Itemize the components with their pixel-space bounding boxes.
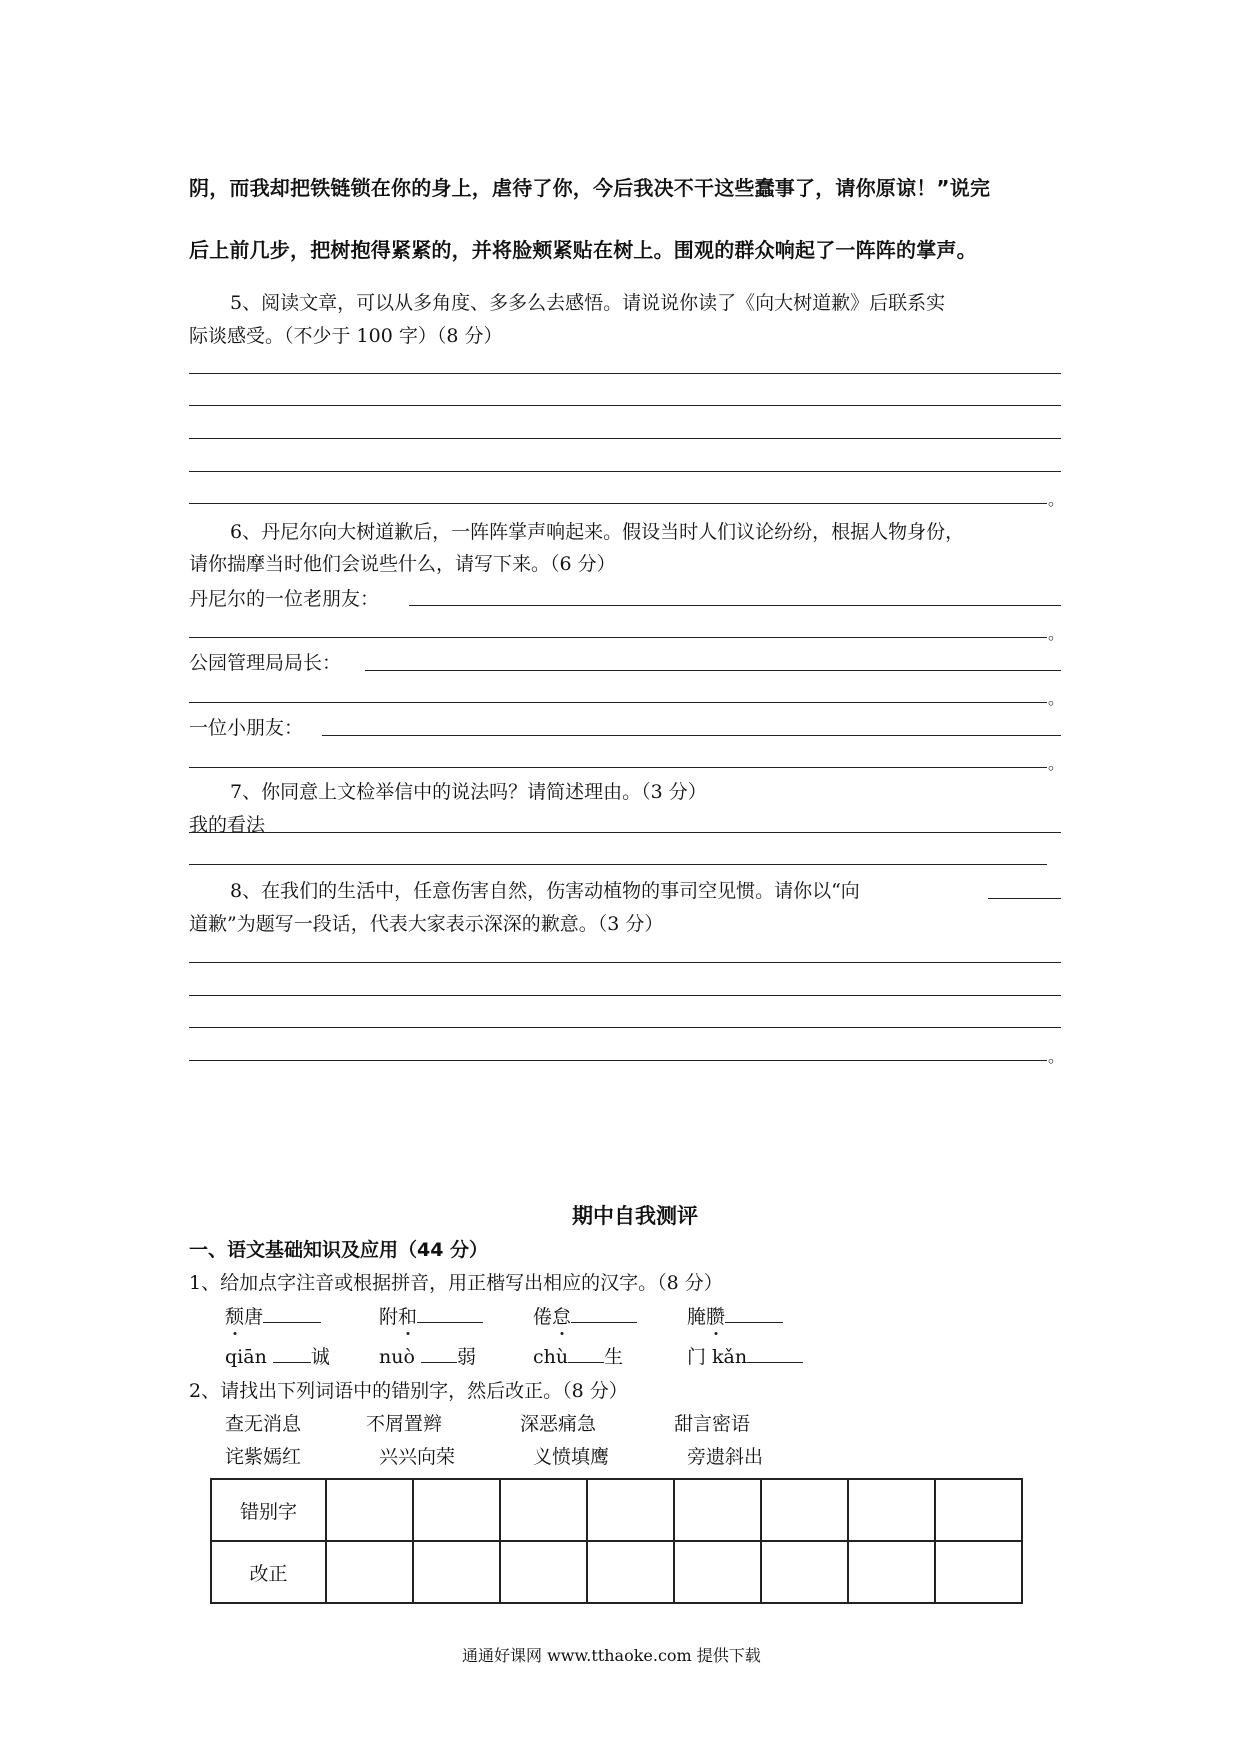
- question-8-line-1: 8、在我们的生活中，任意伤害自然，伤害动植物的事司空见惯。请你以“向: [230, 880, 860, 902]
- answer-line: [189, 864, 1047, 865]
- section-1-heading: 一、语文基础知识及应用（44 分）: [189, 1239, 489, 1261]
- s1-question-2-prompt: 2、请找出下列词语中的错别字，然后改正。（8 分）: [189, 1380, 628, 1402]
- answer-blank: [571, 1304, 637, 1323]
- end-mark: 。: [1048, 624, 1065, 643]
- word-item: 深恶痛急: [520, 1413, 597, 1435]
- word-item: 兴兴向荣: [379, 1446, 456, 1468]
- answer-blank: [725, 1304, 783, 1323]
- word-item-3: 倦怠: [533, 1302, 637, 1329]
- question-8-line-2: 道歉”为题写一段话，代表大家表示深深的歉意。（3 分）: [189, 913, 664, 935]
- my-view-label: 我的看法: [189, 814, 266, 836]
- answer-blank: [273, 1344, 311, 1363]
- answer-line: [189, 702, 1047, 703]
- end-mark: 。: [1048, 689, 1065, 708]
- table-cell[interactable]: [326, 1541, 413, 1603]
- end-mark: 。: [1048, 490, 1065, 509]
- emphasized-char: 怠: [552, 1302, 571, 1329]
- table-cell[interactable]: [761, 1479, 848, 1541]
- row-label-wrong-char: 错别字: [211, 1479, 326, 1541]
- table-cell[interactable]: [674, 1479, 761, 1541]
- pinyin-item-3: chù 生: [533, 1346, 624, 1368]
- answer-line: [189, 962, 1061, 963]
- table-cell[interactable]: [587, 1479, 674, 1541]
- table-cell[interactable]: [848, 1541, 935, 1603]
- pinyin-item-1: qiān 诚: [225, 1346, 330, 1368]
- table-cell[interactable]: [761, 1541, 848, 1603]
- question-5-line-2: 际谈感受。（不少于 100 字）（8 分）: [189, 325, 503, 347]
- table-row: [211, 1541, 1022, 1603]
- word-item: 旁遗斜出: [687, 1446, 764, 1468]
- question-7-line-1: 7、你同意上文检举信中的说法吗？请简述理由。（3 分）: [230, 781, 707, 803]
- word-item: 不屑置辫: [366, 1413, 443, 1435]
- answer-line: [189, 1060, 1047, 1061]
- end-mark: 。: [1048, 1047, 1065, 1066]
- title-blank: [988, 898, 1061, 899]
- table-row: [211, 1479, 1022, 1541]
- table-cell[interactable]: [935, 1541, 1022, 1603]
- word-item: 甜言密语: [674, 1413, 751, 1435]
- answer-line: [189, 405, 1061, 406]
- word-item-1: 颓唐: [225, 1302, 321, 1329]
- table-cell[interactable]: [413, 1541, 500, 1603]
- answer-line: [189, 1027, 1061, 1028]
- end-mark: 。: [1048, 754, 1065, 773]
- word-item: 诧紫嫣红: [225, 1446, 302, 1468]
- story-line-2: 后上前几步，把树抱得紧紧的，并将脸颊紧贴在树上。围观的群众响起了一阵阵的掌声。: [189, 238, 977, 262]
- pinyin-item-4: 门 kǎn: [687, 1342, 803, 1369]
- question-6-line-1: 6、丹尼尔向大树道歉后，一阵阵掌声响起来。假设当时人们议论纷纷，根据人物身份，: [230, 521, 965, 543]
- correction-table: [210, 1478, 1023, 1604]
- answer-blank: [417, 1304, 483, 1323]
- table-cell[interactable]: [500, 1541, 587, 1603]
- table-cell[interactable]: [674, 1541, 761, 1603]
- word-item-2: 附和: [379, 1302, 483, 1329]
- word-item-4: 腌臜: [687, 1302, 783, 1329]
- speaker-old-friend: 丹尼尔的一位老朋友：: [189, 588, 380, 610]
- table-cell[interactable]: [935, 1479, 1022, 1541]
- answer-blank: [263, 1304, 321, 1323]
- answer-line: [189, 373, 1061, 374]
- table-cell[interactable]: [326, 1479, 413, 1541]
- question-5-line-1: 5、阅读文章，可以从多角度、多多么去感悟。请说说你读了《向大树道歉》后联系实: [230, 292, 946, 314]
- answer-line: [189, 767, 1047, 768]
- table-cell[interactable]: [413, 1479, 500, 1541]
- question-6-line-2: 请你揣摩当时他们会说些什么，请写下来。（6 分）: [189, 553, 616, 575]
- emphasized-char: 和: [398, 1302, 417, 1329]
- speaker-child: 一位小朋友：: [189, 717, 304, 739]
- answer-line: [322, 735, 1061, 736]
- answer-line: [409, 605, 1061, 606]
- story-line-1: 阴，而我却把铁链锁在你的身上，虐待了你，今后我决不干这些蠢事了，请你原谅！”说完: [189, 176, 991, 200]
- row-label-correction: 改正: [211, 1541, 326, 1603]
- pinyin-item-2: nuò 弱: [379, 1346, 476, 1368]
- table-cell[interactable]: [500, 1479, 587, 1541]
- answer-line: [189, 503, 1047, 504]
- emphasized-char: 臜: [706, 1302, 725, 1329]
- word-item: 义愤填鹰: [533, 1446, 610, 1468]
- table-cell[interactable]: [848, 1479, 935, 1541]
- footer-credit: 通通好课网 www.tthaoke.com 提供下载: [462, 1646, 761, 1665]
- speaker-park-director: 公园管理局局长：: [189, 652, 342, 674]
- answer-line: [189, 471, 1061, 472]
- answer-line: [365, 670, 1061, 671]
- answer-line: [189, 438, 1061, 439]
- answer-line: [189, 832, 1061, 833]
- s1-question-1-prompt: 1、给加点字注音或根据拼音，用正楷写出相应的汉字。（8 分）: [189, 1272, 723, 1294]
- answer-blank: [421, 1344, 457, 1363]
- emphasized-char: 颓: [225, 1302, 244, 1329]
- answer-line: [189, 995, 1061, 996]
- table-cell[interactable]: [587, 1541, 674, 1603]
- word-item: 查无消息: [225, 1413, 302, 1435]
- exam-title: 期中自我测评: [572, 1204, 698, 1228]
- answer-line: [189, 637, 1047, 638]
- answer-blank: [747, 1344, 803, 1363]
- answer-blank: [568, 1344, 604, 1363]
